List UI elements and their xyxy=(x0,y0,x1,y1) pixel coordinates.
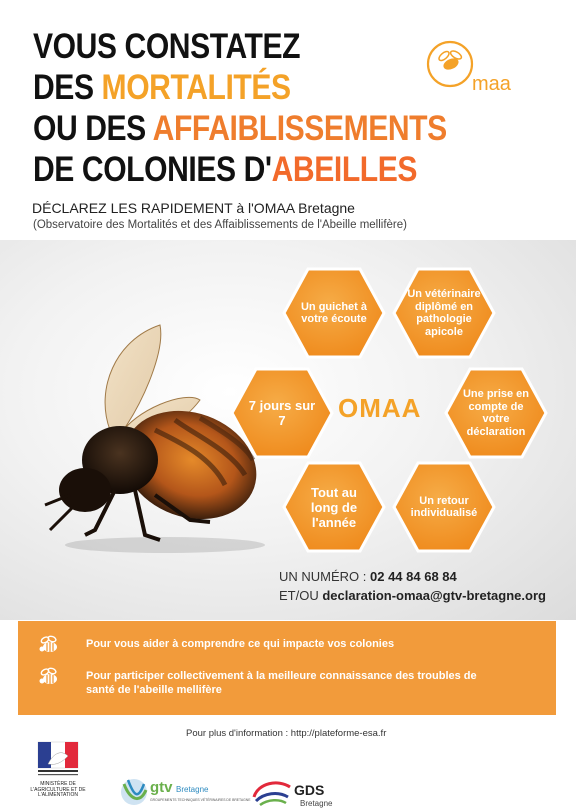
hex-sept-jours xyxy=(230,367,334,459)
hex-veterinaire xyxy=(392,267,496,359)
svg-text:maa: maa xyxy=(472,73,511,95)
benefits-band xyxy=(18,621,556,715)
omaa-logo xyxy=(420,38,530,96)
svg-text:Bretagne: Bretagne xyxy=(300,799,333,808)
phone-number[interactable]: 02 44 84 68 84 xyxy=(370,569,457,584)
hex-toute-annee xyxy=(282,461,386,553)
ministry-name: MINISTÈRE DE L'AGRICULTURE ET DE L'ALIMENTATION xyxy=(30,781,86,798)
benefit-text: Pour vous aider à comprendre ce qui impacte vos colonies xyxy=(86,638,395,650)
subtitle: DÉCLAREZ LES RAPIDEMENT à l'OMAA Bretagne xyxy=(32,200,355,216)
hex-sept-jours-text: 7 jours sur 7 xyxy=(248,398,316,428)
more-info: Pour plus d'information : http://plateforme-esa.fr xyxy=(186,728,387,739)
headline-line-2: DES MORTALITÉS xyxy=(33,68,291,107)
hex-prise-en-compte xyxy=(444,367,548,459)
hex-guichet xyxy=(282,267,386,359)
hex-veterinaire-text: Un vétérinaire diplômé en pathologie apicole xyxy=(407,288,481,338)
headline-line-4: DE COLONIES D'ABEILLES xyxy=(33,150,418,189)
gtv-bretagne-logo xyxy=(116,770,251,810)
bee-icon xyxy=(38,667,60,687)
email-link[interactable]: declaration-omaa@gtv-bretagne.org xyxy=(322,588,546,603)
svg-text:GDS: GDS xyxy=(294,782,325,798)
bee-icon xyxy=(38,635,60,655)
hex-prise-en-compte-text: Une prise en compte de votre déclaration xyxy=(462,388,530,438)
headline-line-3: OU DES AFFAIBLISSEMENTS xyxy=(33,109,447,148)
benefit-text: Pour participer collectivement à la meilleure connaissance des troubles de santé de l'abeille mellifère xyxy=(86,670,477,696)
headline-line-1: VOUS CONSTATEZ xyxy=(33,27,301,66)
svg-text:Bretagne: Bretagne xyxy=(176,785,209,794)
contact-phone xyxy=(279,569,457,584)
svg-text:gtv: gtv xyxy=(150,779,173,796)
hex-guichet-text: Un guichet à votre écoute xyxy=(300,300,367,325)
hex-retour xyxy=(392,461,496,553)
subtitle-paren: (Observatoire des Mortalités et des Affaiblissements de l'Abeille mellifère) xyxy=(33,219,407,231)
hex-toute-annee-text: Tout au long de l'année xyxy=(310,484,358,530)
svg-text:GROUPEMENTS TECHNIQUES VÉTÉRIN: GROUPEMENTS TECHNIQUES VÉTÉRINAIRES DE BRETAGNE xyxy=(150,798,251,802)
hex-retour-text: Un retour individualisé xyxy=(410,494,478,519)
omaa-center-label: OMAA xyxy=(338,393,422,423)
gds-bretagne-logo xyxy=(250,775,350,811)
contact-phone-label: UN NUMÉRO : xyxy=(279,569,370,584)
contact-email-label: ET/OU xyxy=(279,588,323,603)
contact-email xyxy=(279,588,546,603)
